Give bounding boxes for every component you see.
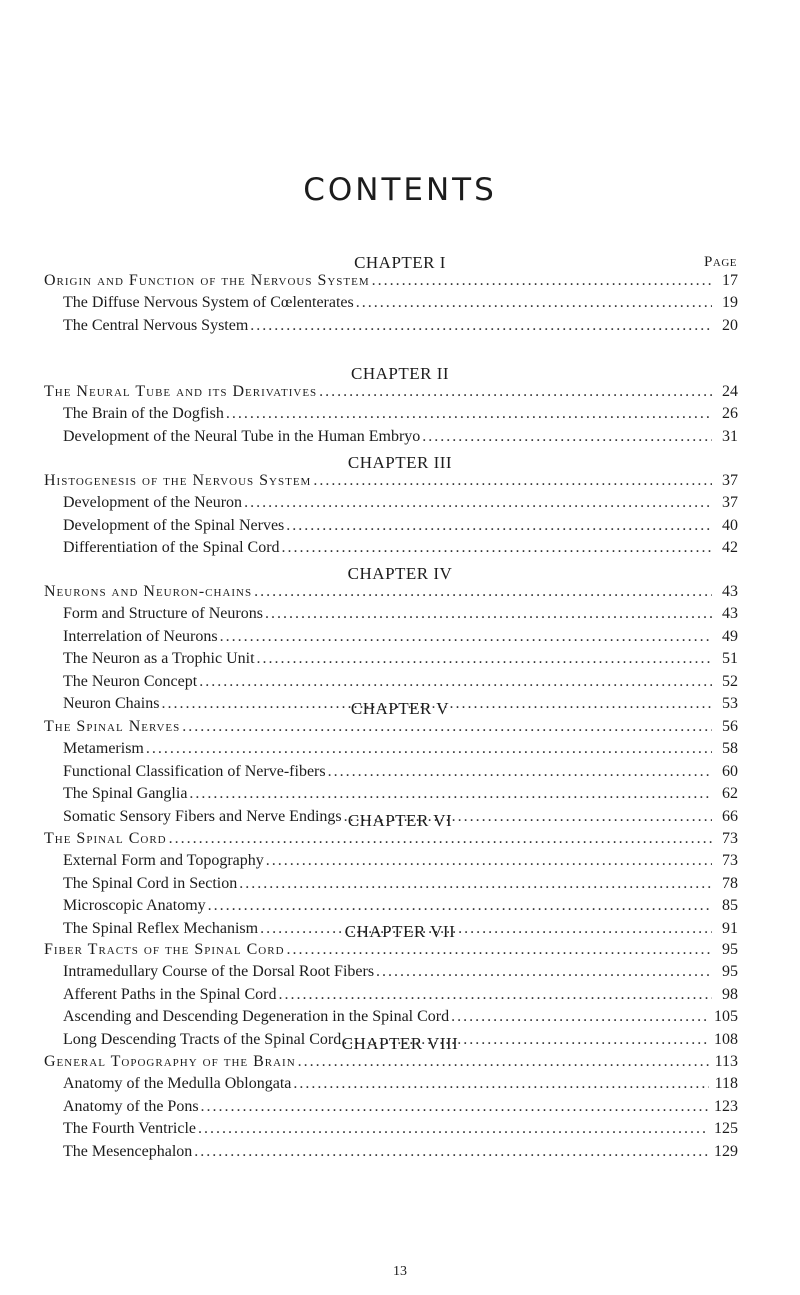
dot-leader [257, 650, 712, 668]
entry-title: The Spinal Cord in Section [63, 874, 238, 892]
dot-leader [250, 317, 712, 335]
chapter-title-row [44, 830, 738, 848]
chapter-heading: CHAPTER VIII [341, 1034, 459, 1053]
dot-leader [451, 1008, 708, 1026]
section-row [63, 986, 738, 1004]
entry-page-number: 49 [722, 627, 738, 645]
entry-title: Histogenesis of the Nervous System [44, 472, 312, 489]
entry-page-number: 73 [722, 830, 738, 847]
entry-title: The Fourth Ventricle [63, 1120, 197, 1138]
chapter-title-row [44, 583, 738, 601]
entry-page-number: 95 [722, 963, 738, 981]
entry-page-number: 20 [722, 316, 738, 334]
chapter-title-row [44, 272, 738, 290]
dot-leader [422, 428, 712, 446]
entry-page-number: 91 [722, 919, 738, 937]
entry-page-number: 78 [722, 874, 738, 892]
dot-leader [194, 1143, 708, 1161]
entry-title: The Spinal Cord [44, 830, 167, 847]
entry-page-number: 125 [714, 1120, 738, 1138]
entry-page-number: 58 [722, 740, 738, 758]
section-row [63, 763, 738, 781]
section-row [63, 1098, 738, 1116]
entry-title: The Neuron Concept [63, 672, 198, 690]
section-row [63, 1008, 738, 1026]
section-row [63, 539, 738, 557]
entry-title: The Spinal Nerves [44, 718, 181, 735]
entry-page-number: 56 [722, 718, 738, 735]
entry-title: The Brain of the Dogfish [63, 405, 224, 423]
entry-title: Microscopic Anatomy [63, 897, 206, 915]
entry-page-number: 95 [722, 941, 738, 958]
section-row [63, 740, 738, 758]
section-row [63, 852, 738, 870]
entry-title: The Neural Tube and its Derivatives [44, 383, 318, 400]
section-row [63, 628, 738, 646]
entry-title: The Diffuse Nervous System of Cœlenterates [63, 294, 354, 312]
entry-title: The Central Nervous System [63, 316, 249, 334]
entry-page-number: 98 [722, 985, 738, 1003]
chapter-title-row [44, 472, 738, 490]
entry-title: Metamerism [63, 740, 144, 758]
entry-page-number: 118 [714, 1075, 738, 1093]
entry-title: Form and Structure of Neurons [63, 605, 263, 623]
dot-leader [298, 1053, 709, 1071]
dot-leader [319, 383, 712, 401]
entry-page-number: 105 [714, 1008, 738, 1026]
dot-leader [282, 539, 712, 557]
chapter-title-row [44, 383, 738, 401]
section-row [63, 317, 738, 335]
dot-leader [286, 517, 712, 535]
dot-leader [239, 875, 712, 893]
chapter-title-row [44, 941, 738, 959]
entry-title: Somatic Sensory Fibers and Nerve Endings [63, 807, 342, 825]
section-row [63, 673, 738, 691]
dot-leader [376, 963, 712, 981]
entry-title: Functional Classification of Nerve-fibers [63, 762, 326, 780]
entry-title: The Spinal Reflex Mechanism [63, 919, 259, 937]
chapter-title-row [44, 718, 738, 736]
entry-page-number: 40 [722, 516, 738, 534]
entry-page-number: 24 [722, 383, 738, 400]
chapter-heading: CHAPTER III [347, 453, 453, 472]
dot-leader [287, 941, 712, 959]
entry-page-number: 52 [722, 672, 738, 690]
dot-leader [266, 852, 712, 870]
dot-leader [226, 405, 712, 423]
dot-leader [199, 673, 712, 691]
chapter-heading: CHAPTER VII [344, 922, 456, 941]
section-row [63, 517, 738, 535]
entry-page-number: 19 [722, 294, 738, 312]
dot-leader [189, 785, 712, 803]
entry-title: Afferent Paths in the Spinal Cord [63, 985, 277, 1003]
dot-leader [182, 718, 712, 736]
dot-leader [313, 472, 712, 490]
entry-title: Development of the Spinal Nerves [63, 516, 285, 534]
section-row [63, 1120, 738, 1138]
page-title: CONTENTS [303, 172, 497, 208]
dot-leader [293, 1075, 708, 1093]
dot-leader [254, 583, 712, 601]
section-row [63, 1075, 738, 1093]
entry-title: The Spinal Ganglia [63, 785, 188, 803]
page-number: 13 [393, 1264, 407, 1279]
dot-leader [169, 830, 712, 848]
dot-leader [328, 763, 712, 781]
dot-leader [278, 986, 712, 1004]
entry-title: Ascending and Descending Degeneration in the Spinal Cord [63, 1008, 450, 1026]
entry-page-number: 43 [722, 605, 738, 623]
entry-page-number: 113 [714, 1053, 738, 1070]
entry-page-number: 62 [722, 785, 738, 803]
entry-page-number: 43 [722, 583, 738, 600]
dot-leader [208, 897, 712, 915]
page-column-header: Page [704, 254, 737, 270]
entry-page-number: 17 [722, 272, 738, 289]
entry-page-number: 129 [714, 1142, 738, 1160]
entry-page-number: 108 [714, 1030, 738, 1048]
entry-title: Anatomy of the Medulla Oblongata [63, 1075, 292, 1093]
chapter-heading: CHAPTER I [354, 253, 446, 272]
entry-page-number: 85 [722, 897, 738, 915]
entry-title: Neuron Chains [63, 695, 160, 712]
entry-title: Development of the Neural Tube in the Human Embryo [63, 427, 421, 445]
section-row [63, 405, 738, 423]
entry-page-number: 66 [722, 807, 738, 825]
chapter-heading: CHAPTER VI [347, 811, 453, 830]
entry-page-number: 37 [722, 494, 738, 512]
section-row [63, 1143, 738, 1161]
entry-title: Long Descending Tracts of the Spinal Cord [63, 1030, 342, 1048]
entry-title: Origin and Function of the Nervous System [44, 272, 370, 289]
entry-page-number: 73 [722, 852, 738, 870]
dot-leader [265, 605, 712, 623]
entry-page-number: 31 [722, 427, 738, 445]
entry-title: Anatomy of the Pons [63, 1097, 199, 1115]
entry-page-number: 26 [722, 405, 738, 423]
entry-page-number: 123 [714, 1097, 738, 1115]
entry-title: Interrelation of Neurons [63, 627, 218, 645]
entry-title: General Topography of the Brain [44, 1053, 296, 1070]
dot-leader [201, 1098, 708, 1116]
section-row [63, 785, 738, 803]
dot-leader [244, 494, 712, 512]
dot-leader [220, 628, 712, 646]
entry-title: Fiber Tracts of the Spinal Cord [44, 941, 285, 958]
entry-page-number: 60 [722, 762, 738, 780]
entry-page-number: 53 [722, 695, 738, 712]
entry-title: Development of the Neuron [63, 494, 243, 512]
dot-leader [198, 1120, 708, 1138]
section-row [63, 650, 738, 668]
chapter-title-row [44, 1053, 738, 1071]
entry-title: Intramedullary Course of the Dorsal Root Fibers [63, 963, 375, 981]
entry-page-number: 37 [722, 472, 738, 489]
dot-leader [372, 272, 712, 290]
entry-page-number: 42 [722, 539, 738, 557]
section-row [63, 897, 738, 915]
entry-title: The Neuron as a Trophic Unit [63, 650, 255, 668]
dot-leader [356, 294, 712, 312]
section-row [63, 494, 738, 512]
section-row [63, 963, 738, 981]
entry-title: The Mesencephalon [63, 1142, 193, 1160]
section-row [63, 875, 738, 893]
chapter-heading: CHAPTER IV [347, 564, 453, 583]
entry-page-number: 51 [722, 650, 738, 668]
section-row [63, 294, 738, 312]
chapter-heading: CHAPTER V [350, 699, 450, 718]
entry-title: Neurons and Neuron-chains [44, 583, 253, 600]
entry-title: External Form and Topography [63, 852, 264, 870]
chapter-heading: CHAPTER II [350, 364, 450, 383]
dot-leader [146, 740, 712, 758]
section-row [63, 605, 738, 623]
section-row [63, 428, 738, 446]
entry-title: Differentiation of the Spinal Cord [63, 539, 280, 557]
